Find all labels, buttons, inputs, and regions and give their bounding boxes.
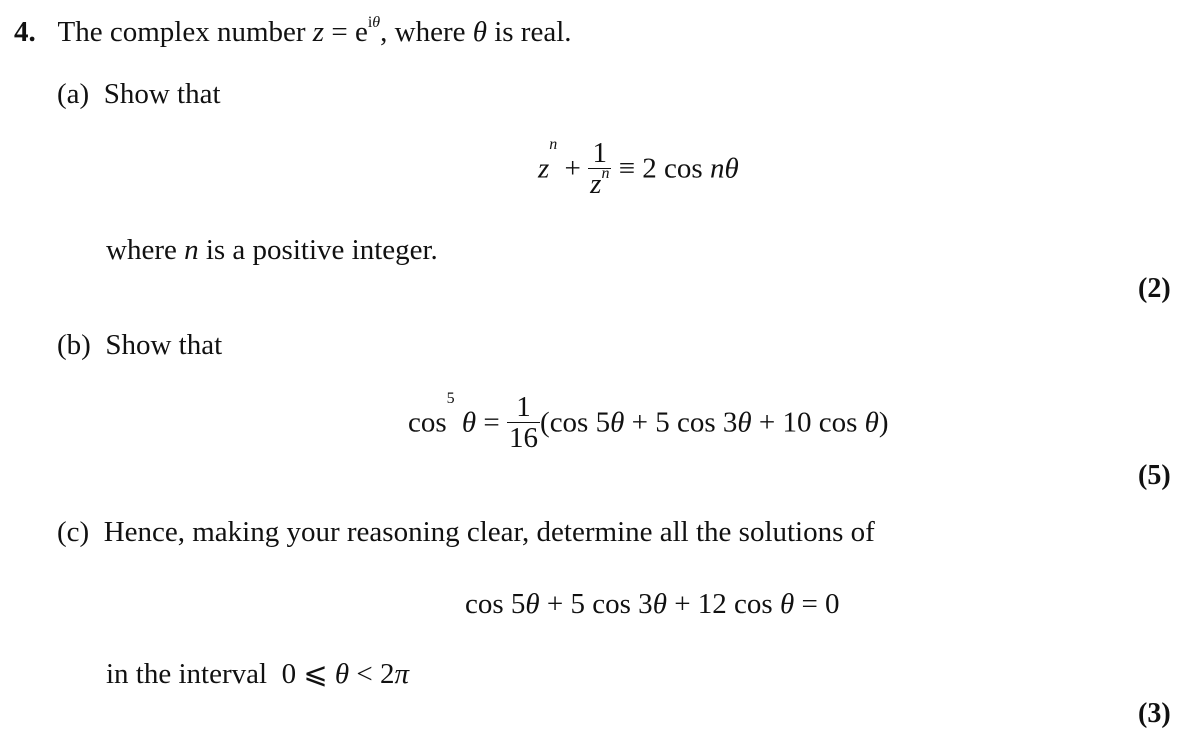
part-a-equation	[538, 136, 739, 202]
part-c-equation: cos 5θ + 5 cos 3θ + 12 cos θ = 0	[465, 588, 840, 620]
part-c-instruction: Hence, making your reasoning clear, determine all the solutions of	[103, 516, 875, 548]
eq-a-power: n	[549, 136, 558, 153]
part-c-label: (c)	[57, 516, 90, 548]
stem-exponent: iθ	[367, 14, 381, 31]
stem-prefix: The complex number	[57, 16, 306, 48]
eq-a-frac-num: 1	[592, 137, 608, 169]
stem-theta: θ	[472, 16, 487, 48]
eq-a-plus: +	[564, 152, 581, 185]
stem-suffix: is real.	[494, 16, 572, 48]
question-stem	[14, 14, 572, 48]
question-number: 4.	[14, 16, 36, 48]
eq-b-equals: =	[483, 406, 500, 439]
eq-b-frac-num: 1	[516, 391, 531, 423]
eq-a-frac-den: $z^n$	[590, 165, 610, 201]
stem-z: z	[312, 16, 325, 48]
eq-b-theta: θ	[461, 406, 477, 439]
eq-b-power: 5	[446, 390, 455, 407]
part-b-marks: (5)	[1138, 460, 1171, 491]
part-a-label: (a)	[57, 78, 90, 110]
stem-mid: , where	[380, 16, 466, 48]
stem-equals: =	[331, 16, 348, 48]
eq-a-rhs-n: n	[709, 152, 725, 185]
eq-b-fraction	[507, 392, 540, 454]
stem-e: e	[354, 16, 368, 48]
part-c-interval: in the interval 0 ⩽ θ < 2π	[106, 658, 410, 690]
eq-a-rhs: ≡ 2 cos	[618, 152, 703, 185]
eq-a-rhs-theta: θ	[724, 152, 739, 185]
part-a-marks: (2)	[1138, 273, 1171, 304]
part-b-heading	[57, 331, 222, 360]
part-b-instruction: Show that	[105, 329, 223, 361]
part-c-heading	[57, 518, 875, 547]
eq-b-cos: cos	[408, 406, 447, 439]
part-a-heading	[57, 80, 221, 109]
part-c-marks: (3)	[1138, 698, 1171, 729]
part-a-instruction: Show that	[103, 78, 221, 110]
eq-a-fraction	[588, 138, 611, 200]
eq-a-z: z	[538, 152, 550, 185]
part-a-where: where n is a positive integer.	[106, 234, 438, 266]
part-b-equation: $\cos^5 \theta$ = $\frac{1}{16}$ (cos 5θ + 5 cos 3θ + 10 cos θ)	[408, 390, 889, 455]
eq-b-frac-den: 16	[509, 422, 539, 455]
part-b-label: (b)	[57, 329, 91, 361]
